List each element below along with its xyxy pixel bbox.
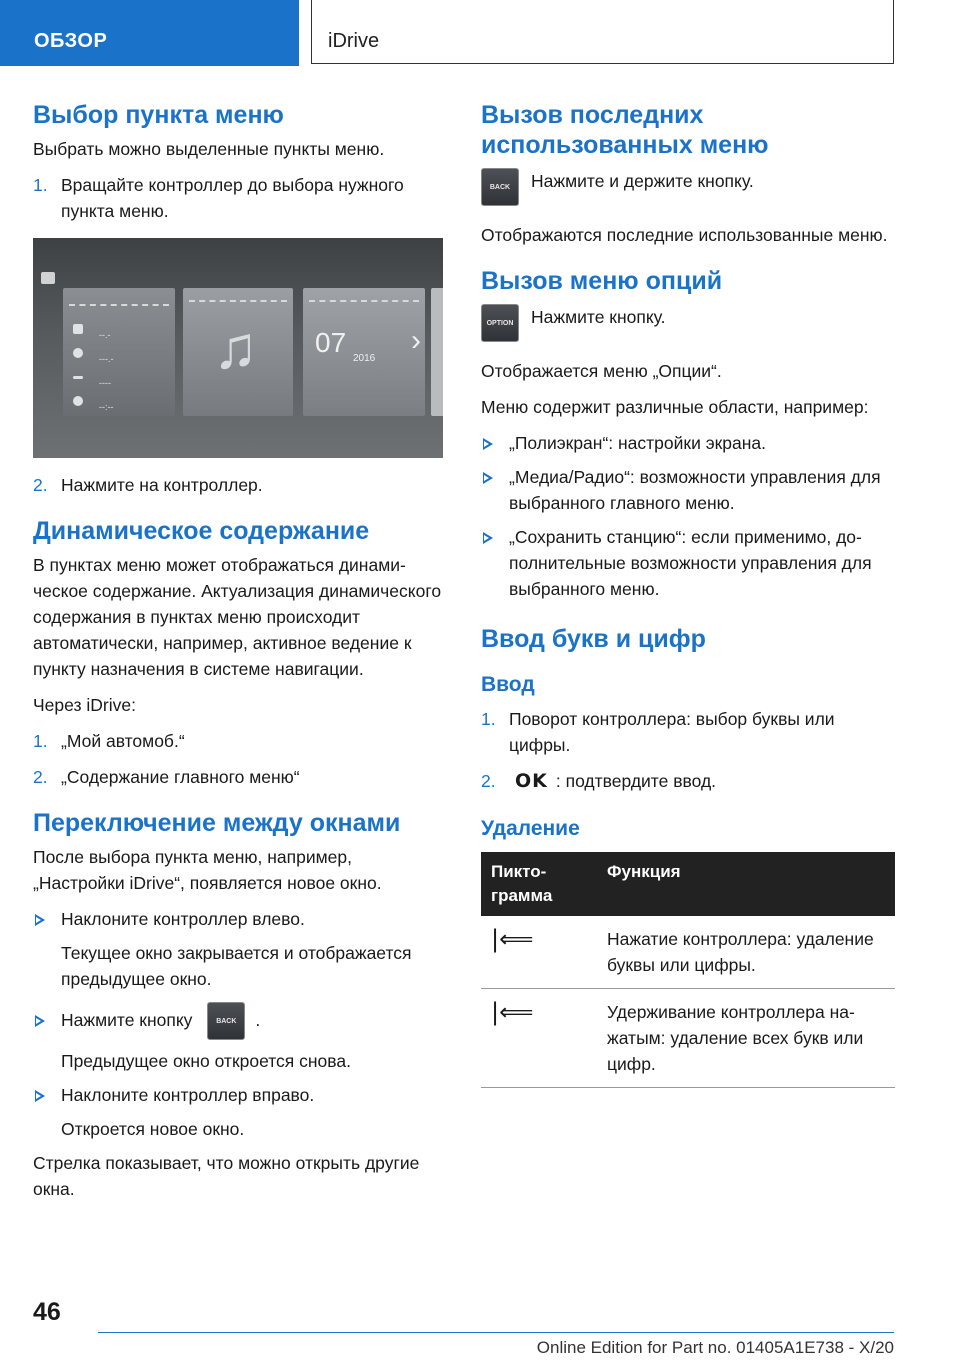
bullet-item	[33, 1000, 445, 1040]
bullet-item	[481, 464, 895, 516]
numbered-step	[481, 768, 895, 794]
bullet-subtext: Откроется новое окно.	[61, 1119, 245, 1140]
bullet-triangle-icon	[483, 532, 493, 544]
tile-title-placeholder	[69, 304, 169, 306]
paragraph: Через iDrive:	[33, 695, 136, 715]
header-section-tab	[0, 0, 299, 66]
left-column	[33, 100, 445, 1212]
table-header-cell: Функция	[597, 852, 895, 916]
step-number: 1.	[33, 175, 48, 195]
bullet-item	[481, 524, 895, 602]
section-title-menu-select: Выбор пункта меню	[33, 101, 284, 129]
bullet-text: Нажмите кнопку	[61, 1010, 193, 1030]
back-key-icon: BACK	[481, 168, 519, 206]
numbered-step	[33, 172, 445, 224]
table-row	[481, 916, 895, 989]
fuel-icon-row: --.-	[73, 322, 163, 338]
delete-arrow-icon: |⟸	[481, 916, 597, 989]
paragraph: Стрелка показывает, что можно открыть другие окна.	[33, 1153, 420, 1200]
header-section-label: ОБЗОР	[34, 30, 108, 52]
icon-instruction	[481, 304, 895, 344]
table-cell: Удерживание контроллера нажатым: удаление всех букв или цифр.	[597, 989, 895, 1088]
bullet-text: „Полиэкран“: настройки экрана.	[509, 433, 767, 453]
bullet-text: „Сохранить станцию“: если применимо, дополнительные возможности управления для выбранного меню.	[509, 527, 872, 599]
paragraph: Отображаются последние использованные меню.	[481, 225, 888, 245]
table-header-cell: Пиктограмма	[481, 852, 597, 916]
table-cell: Нажатие контроллера: удаление буквы или цифры.	[597, 916, 895, 989]
bullet-text: „Медиа/Радио“: возможности управления для выбранного главного меню.	[509, 467, 881, 513]
tile-title-placeholder	[309, 300, 419, 302]
table-header-row	[481, 852, 895, 916]
delete-function-table	[481, 852, 895, 1088]
numbered-step	[481, 706, 895, 758]
time-icon-row: --:--	[73, 394, 163, 410]
step-number: 1.	[33, 731, 48, 751]
step-number: 1.	[481, 709, 496, 729]
bullet-triangle-icon	[483, 438, 493, 450]
screen-tile-phone	[303, 288, 425, 416]
menu-glyph-icon	[41, 272, 55, 284]
bullet-triangle-icon	[35, 1015, 45, 1027]
ok-symbol-icon: OK	[515, 770, 548, 792]
tile-value-small: 2016	[353, 353, 376, 364]
bullet-triangle-icon	[483, 472, 493, 484]
footer-edition: Online Edition for Part no. 01405A1E738 - X/20	[536, 1338, 894, 1357]
bullet-item	[33, 906, 445, 932]
footer-divider	[98, 1332, 894, 1333]
bullet-triangle-icon	[35, 914, 45, 926]
icon-instruction-text: Нажмите и держите кнопку.	[531, 171, 754, 191]
numbered-step	[33, 728, 445, 754]
step-text: „Содержание главного меню“	[61, 767, 300, 787]
header-topic-label: iDrive	[328, 30, 380, 52]
bullet-item	[481, 430, 895, 456]
step-number: 2.	[33, 767, 48, 787]
bullet-subtext: Текущее окно закрывается и отображается предыдущее окно.	[61, 943, 412, 989]
speed-icon-row: ---.-	[73, 346, 163, 362]
step-text: „Мой автомоб.“	[61, 731, 185, 751]
back-key-icon: BACK	[207, 1002, 245, 1040]
step-text: Поворот контроллера: выбор буквы или цифры.	[509, 709, 835, 755]
section-title-recent-menus: Вызов последних использованных меню	[481, 101, 769, 159]
step-text: Вращайте контроллер до выбора нужного пункта меню.	[61, 175, 404, 221]
tile-title-placeholder	[189, 300, 287, 302]
bullet-triangle-icon	[35, 1090, 45, 1102]
bullet-text: Наклоните контроллер вправо.	[61, 1085, 315, 1106]
header-topic-box	[311, 0, 894, 64]
paragraph: После выбора пункта меню, например, „Настройки iDrive“, появляется новое окно.	[33, 847, 382, 893]
screen-tile-media	[183, 288, 293, 416]
right-column	[481, 100, 895, 1088]
subsection-title-input: Ввод	[481, 673, 535, 696]
paragraph: Отображается меню „Опции“.	[481, 361, 722, 381]
page-number: 46	[33, 1298, 61, 1326]
section-title-window-switch: Переключение между окнами	[33, 809, 401, 837]
option-key-icon: OPTION	[481, 304, 519, 342]
step-number: 2.	[33, 475, 48, 495]
tile-value-big: 07	[315, 327, 347, 358]
step-text: Нажмите на контроллер.	[61, 475, 263, 495]
screen-tile-vehicle	[63, 288, 175, 416]
section-title-options-menu: Вызов меню опций	[481, 267, 723, 295]
icon-instruction-text: Нажмите кнопку.	[531, 307, 666, 327]
section-title-text-input: Ввод букв и цифр	[481, 625, 706, 653]
table-row	[481, 989, 895, 1088]
distance-icon-row: ----	[73, 370, 163, 386]
idrive-screen-image	[33, 238, 443, 458]
subsection-title-delete: Удаление	[481, 817, 580, 840]
music-note-icon: ♫	[213, 314, 258, 381]
chevron-right-icon: ›	[411, 324, 421, 357]
bullet-text-end: .	[255, 1010, 261, 1030]
paragraph: Выбрать можно выделенные пункты меню.	[33, 139, 385, 159]
bullet-text: Наклоните контроллер влево.	[61, 909, 305, 929]
numbered-step	[33, 764, 445, 790]
section-title-dynamic-content: Динамическое содержание	[33, 517, 370, 545]
icon-instruction	[481, 168, 895, 208]
step-number: 2.	[481, 771, 496, 791]
paragraph: В пунктах меню может отображаться динамическое содержание. Актуализация динамического содержания в пунктах меню происходит автоматически, например, активное ведение к пункту назначения в системе навигации.	[33, 555, 442, 679]
delete-arrow-icon: |⟸	[481, 989, 597, 1088]
screen-tile-partial	[431, 288, 443, 416]
paragraph: Меню содержит различные области, например:	[481, 397, 869, 417]
bullet-subtext: Предыдущее окно откроется снова.	[61, 1051, 351, 1072]
step-text: : подтвердите ввод.	[555, 771, 717, 791]
bullet-item	[33, 1082, 445, 1108]
numbered-step	[33, 472, 445, 498]
